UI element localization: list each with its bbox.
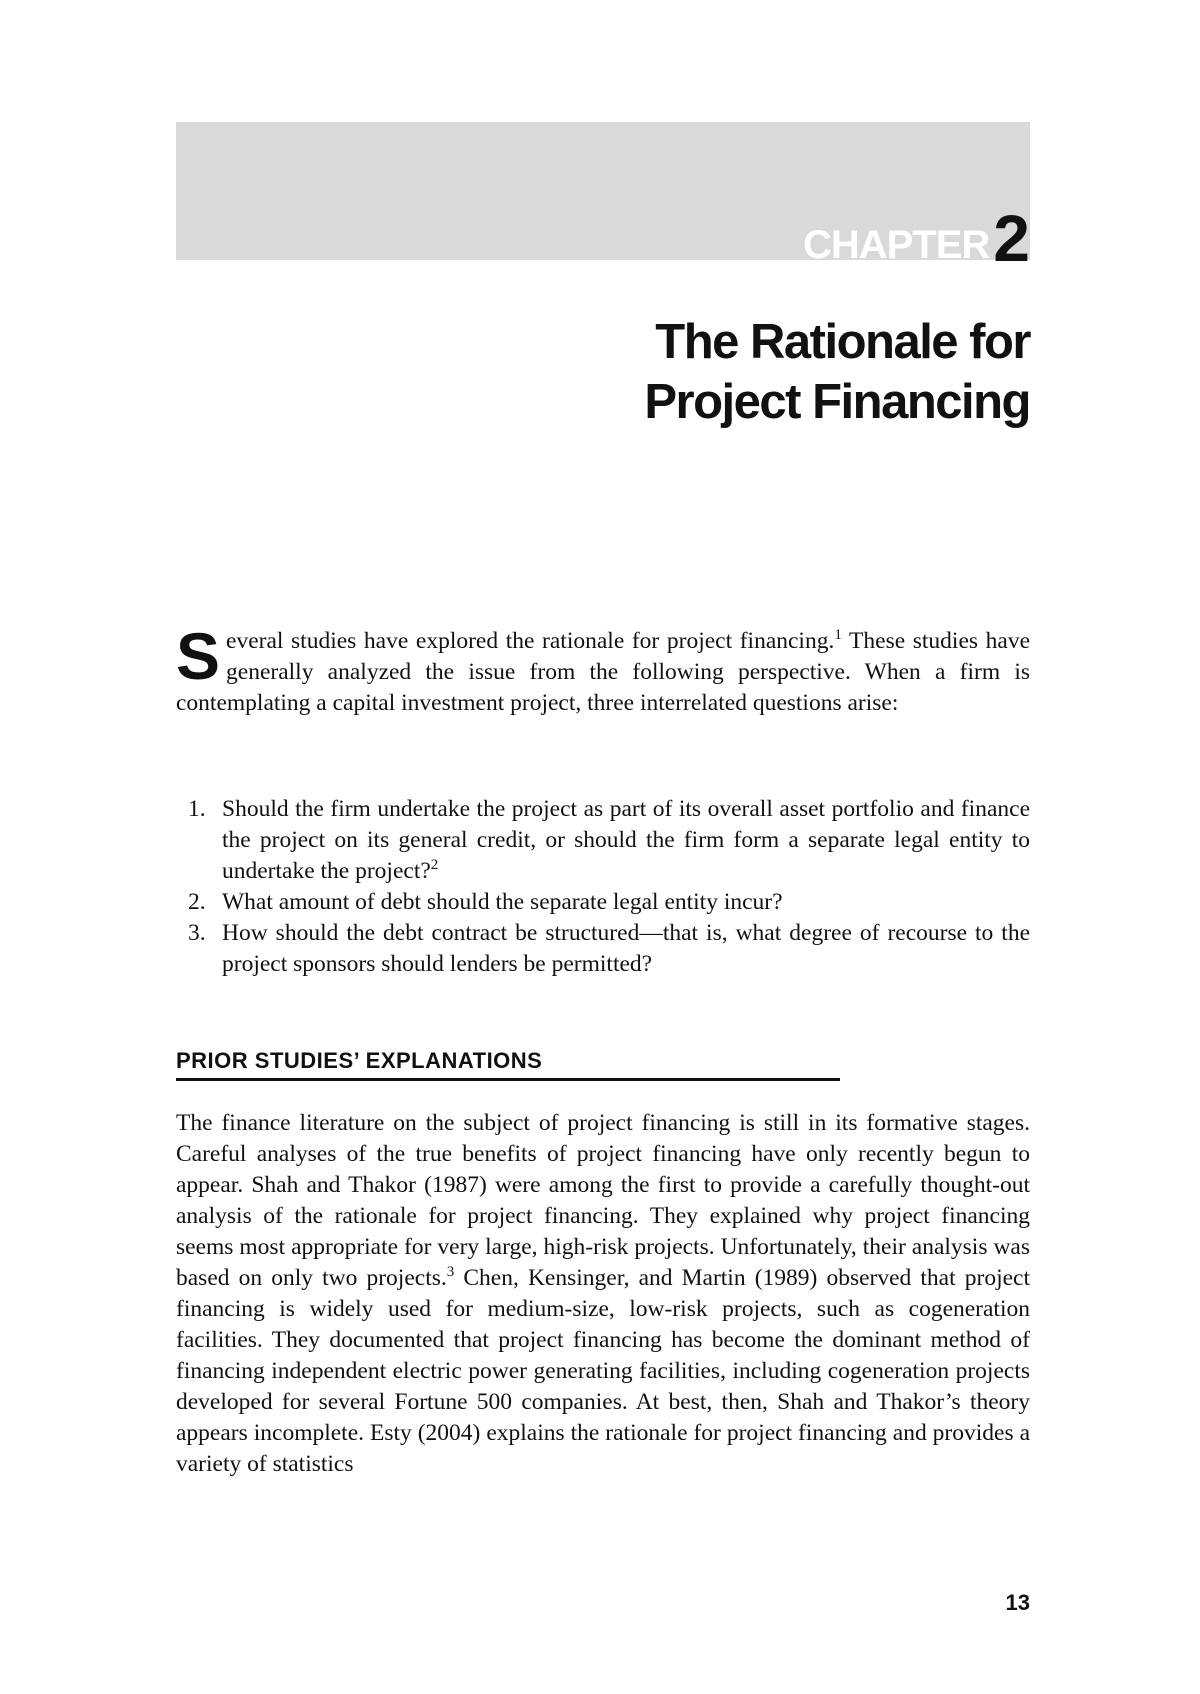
section-heading: PRIOR STUDIES’ EXPLANATIONS	[176, 1048, 543, 1073]
footnote-ref-1[interactable]: 1	[834, 627, 842, 644]
intro-text-a: everal studies have explored the rationale for project financing.	[226, 628, 835, 654]
chapter-number: 2	[993, 201, 1030, 275]
drop-cap: S	[176, 619, 221, 693]
question-item-2	[188, 887, 1030, 918]
question-item-3	[188, 918, 1030, 980]
section-text-b: Chen, Kensinger, and Martin (1989) observed that project financing is widely used for medium-size, low-risk projects, such as cogeneration facilities. They documented that project financing has become the dominant method of financing independent electric power generating facilities, including cogeneration projects developed for several Fortune 500 companies. At best, then, Shah and Thakor’s theory appears incomplete. Esty (2004) explains the rationale for project financing and provides a variety of statistics	[176, 1265, 1030, 1477]
chapter-title-line-2: Project Financing	[644, 375, 1030, 429]
section-text-a: The finance literature on the subject of project financing is still in its formative stages. Careful analyses of the true benefits of project financing have only recently begun to appear. Shah and Thakor (1987) were among the first to provide a carefully thought-out analysis of the rationale for project financing. They explained why project financing seems most appropriate for very large, high-risk projects. Unfortunately, their analysis was based on only two projects.	[176, 1110, 1030, 1291]
page-number: 13	[1005, 1590, 1030, 1615]
intro-paragraph	[176, 619, 1030, 719]
section-heading-rule	[176, 1078, 840, 1081]
chapter-title-line-1: The Rationale for	[655, 315, 1030, 369]
question-text: What amount of debt should the separate legal entity incur?	[222, 889, 783, 915]
question-text	[222, 794, 1030, 887]
question-number: 2.	[188, 889, 206, 915]
question-number: 3.	[188, 920, 206, 946]
footnote-ref-2[interactable]: 2	[430, 857, 439, 874]
intro-text-b: These studies have generally analyzed the issue from the following perspective. When a firm is contemplating a capital investment project, three interrelated questions arise:	[176, 628, 1030, 716]
chapter-label	[802, 201, 1030, 275]
question-text-body: Should the firm undertake the project as part of its overall asset portfolio and finance the project on its general credit, or should the firm form a separate legal entity to undertake the project?	[222, 796, 1030, 884]
question-list	[188, 794, 1030, 980]
question-text: How should the debt contract be structured—that is, what degree of recourse to the project sponsors should lenders be permitted?	[222, 920, 1030, 977]
footnote-ref-3[interactable]: 3	[446, 1264, 455, 1281]
question-number: 1.	[188, 796, 206, 822]
section-paragraph	[176, 1108, 1030, 1480]
chapter-word: CHAPTER	[802, 223, 990, 267]
chapter-title	[644, 312, 1030, 432]
question-item-1	[188, 794, 1030, 887]
